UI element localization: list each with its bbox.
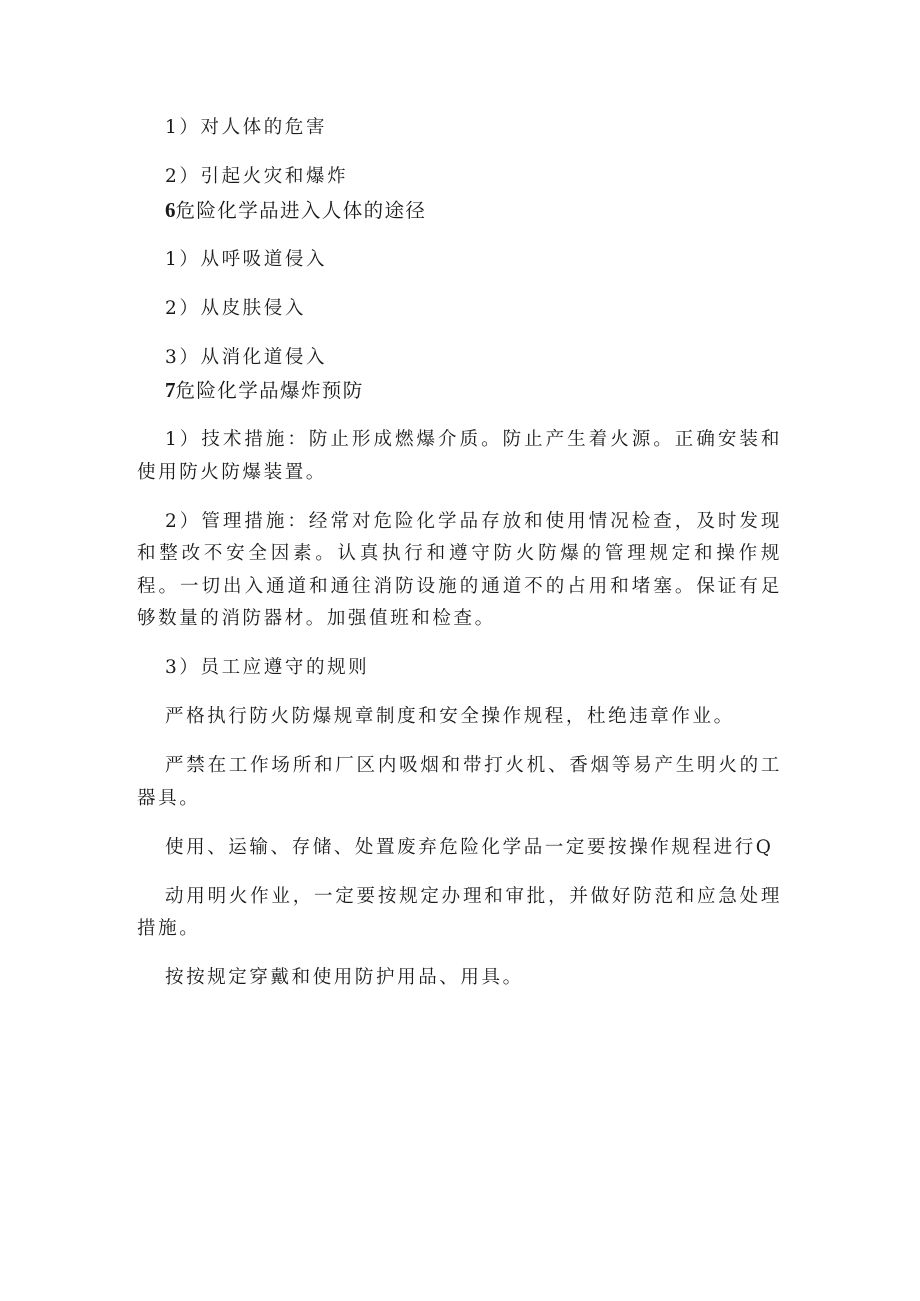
paragraph-7: 2）管理措施：经常对危险化学品存放和使用情况检查，及时发现和整改不安全因素。认真执行和遵守防火防爆的管理规定和操作规程。一切出入通道和通往消防设施的通道不的占用和堵塞。保证有足够数量的消防器材。加强值班和检查。	[137, 510, 782, 629]
paragraph-4: 2）从皮肤侵入	[165, 297, 306, 319]
paragraph-12: 动用明火作业，一定要按规定办理和审批，并做好防范和应急处理措施。	[137, 885, 782, 939]
section-number: 6	[165, 197, 176, 222]
paragraph-9: 严格执行防火防爆规章制度和安全操作规程，杜绝违章作业。	[165, 706, 735, 727]
paragraph-8: 3）员工应遵守的规则	[165, 657, 370, 678]
section-number: 7	[165, 378, 176, 402]
paragraph-5: 3）从消化道侵入	[165, 346, 328, 368]
paragraph-2: 2）引起火灾和爆炸	[165, 166, 349, 187]
paragraph-6: 1）技术措施：防止形成燃爆介质。防止产生着火源。正确安装和使用防火防爆装置。	[137, 429, 782, 483]
paragraph-10: 严禁在工作场所和厂区内吸烟和带打火机、香烟等易产生明火的工器具。	[137, 755, 782, 809]
section-heading-7	[137, 374, 782, 408]
section-title: 危险化学品进入人体的途径	[175, 198, 427, 222]
section-heading-6	[137, 194, 782, 228]
paragraph-13: 按按规定穿戴和使用防护用品、用具。	[165, 967, 524, 988]
paragraph-3: 1）从呼吸道侵入	[165, 248, 328, 270]
paragraph-1: 1）对人体的危害	[165, 117, 328, 138]
section-title: 危险化学品爆炸预防	[175, 379, 364, 402]
paragraph-11: 使用、运输、存储、处置废弃危险化学品一定要按操作规程进行Q	[165, 836, 774, 858]
document-body	[137, 112, 782, 995]
